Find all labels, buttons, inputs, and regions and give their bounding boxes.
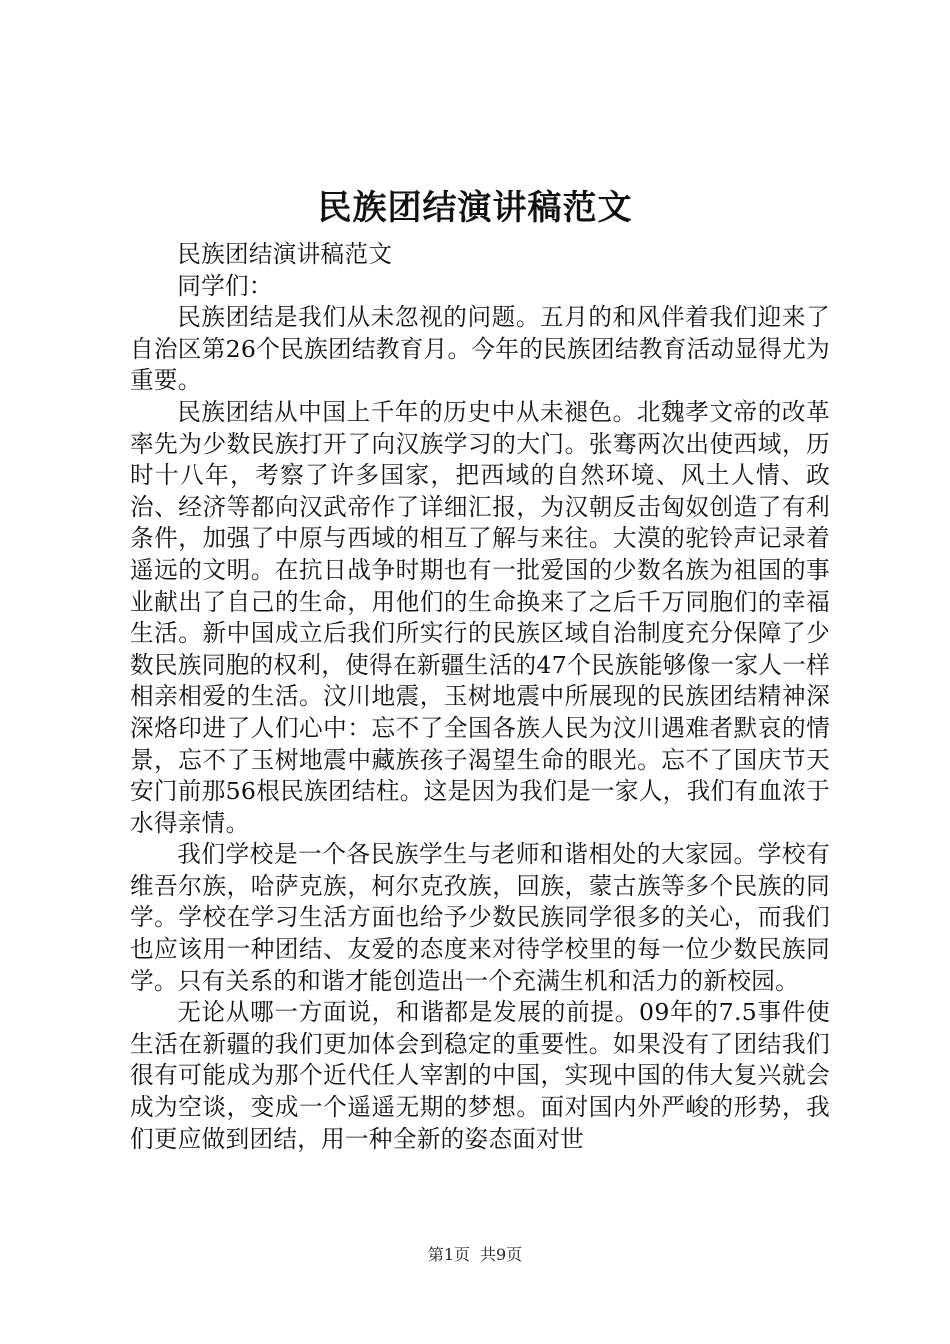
paragraph-harmony: 无论从哪一方面说，和谐都是发展的前提。09年的7.5事件使生活在新疆的我们更加体会到稳定的重要性。如果没有了团结我们很有可能成为那个近代任人宰割的中国，实现中国的伟大复兴就会成为空谈，变成一个遥遥无期的梦想。面对国内外严峻的形势，我们更应做到团结，用一种全新的姿态面对世: [130, 998, 830, 1153]
paragraph-intro: 民族团结是我们从未忽视的问题。五月的和风伴着我们迎来了自治区第26个民族团结教育月。今年的民族团结教育活动显得尤为重要。: [130, 303, 830, 395]
page-number-current: 第1页: [427, 1245, 470, 1264]
page-footer: [0, 1244, 950, 1266]
paragraph-history: 民族团结从中国上千年的历史中从未褪色。北魏孝文帝的改革率先为少数民族打开了向汉族学习的大门。张骞两次出使西域，历时十八年，考察了许多国家，把西域的自然环境、风土人情、政治、经济等都向汉武帝作了详细汇报，为汉朝反击匈奴创造了有利条件，加强了中原与西域的相互了解与来往。大漠的驼铃声记录着遥远的文明。在抗日战争时期也有一批爱国的少数名族为祖国的事业献出了自己的生命，用他们的生命换来了之后千万同胞们的幸福生活。新中国成立后我们所实行的民族区域自治制度充分保障了少数民族同胞的权利，使得在新疆生活的47个民族能够像一家人一样相亲相爱的生活。汶川地震，玉树地震中所展现的民族团结精神深深烙印进了人们心中：忘不了全国各族人民为汶川遇难者默哀的情景，忘不了玉树地震中藏族孩子渴望生命的眼光。忘不了国庆节天安门前那56根民族团结柱。这是因为我们是一家人，我们有血浓于水得亲情。: [130, 397, 830, 837]
page-number-total: 共9页: [480, 1245, 523, 1264]
document-body: [130, 239, 830, 1155]
paragraph-salutation: 同学们：: [177, 271, 273, 300]
document-title: 民族团结演讲稿范文: [317, 188, 633, 228]
paragraph-school: 我们学校是一个各民族学生与老师和谐相处的大家园。学校有维吾尔族，哈萨克族，柯尔克孜族，回族，蒙古族等多个民族的同学。学校在学习生活方面也给予少数民族同学很多的关心，而我们也应该用一种团结、友爱的态度来对待学校里的每一位少数民族同学。只有关系的和谐才能创造出一个充满生机和活力的新校园。: [130, 840, 830, 995]
paragraph-heading-repeat: 民族团结演讲稿范文: [177, 240, 393, 268]
